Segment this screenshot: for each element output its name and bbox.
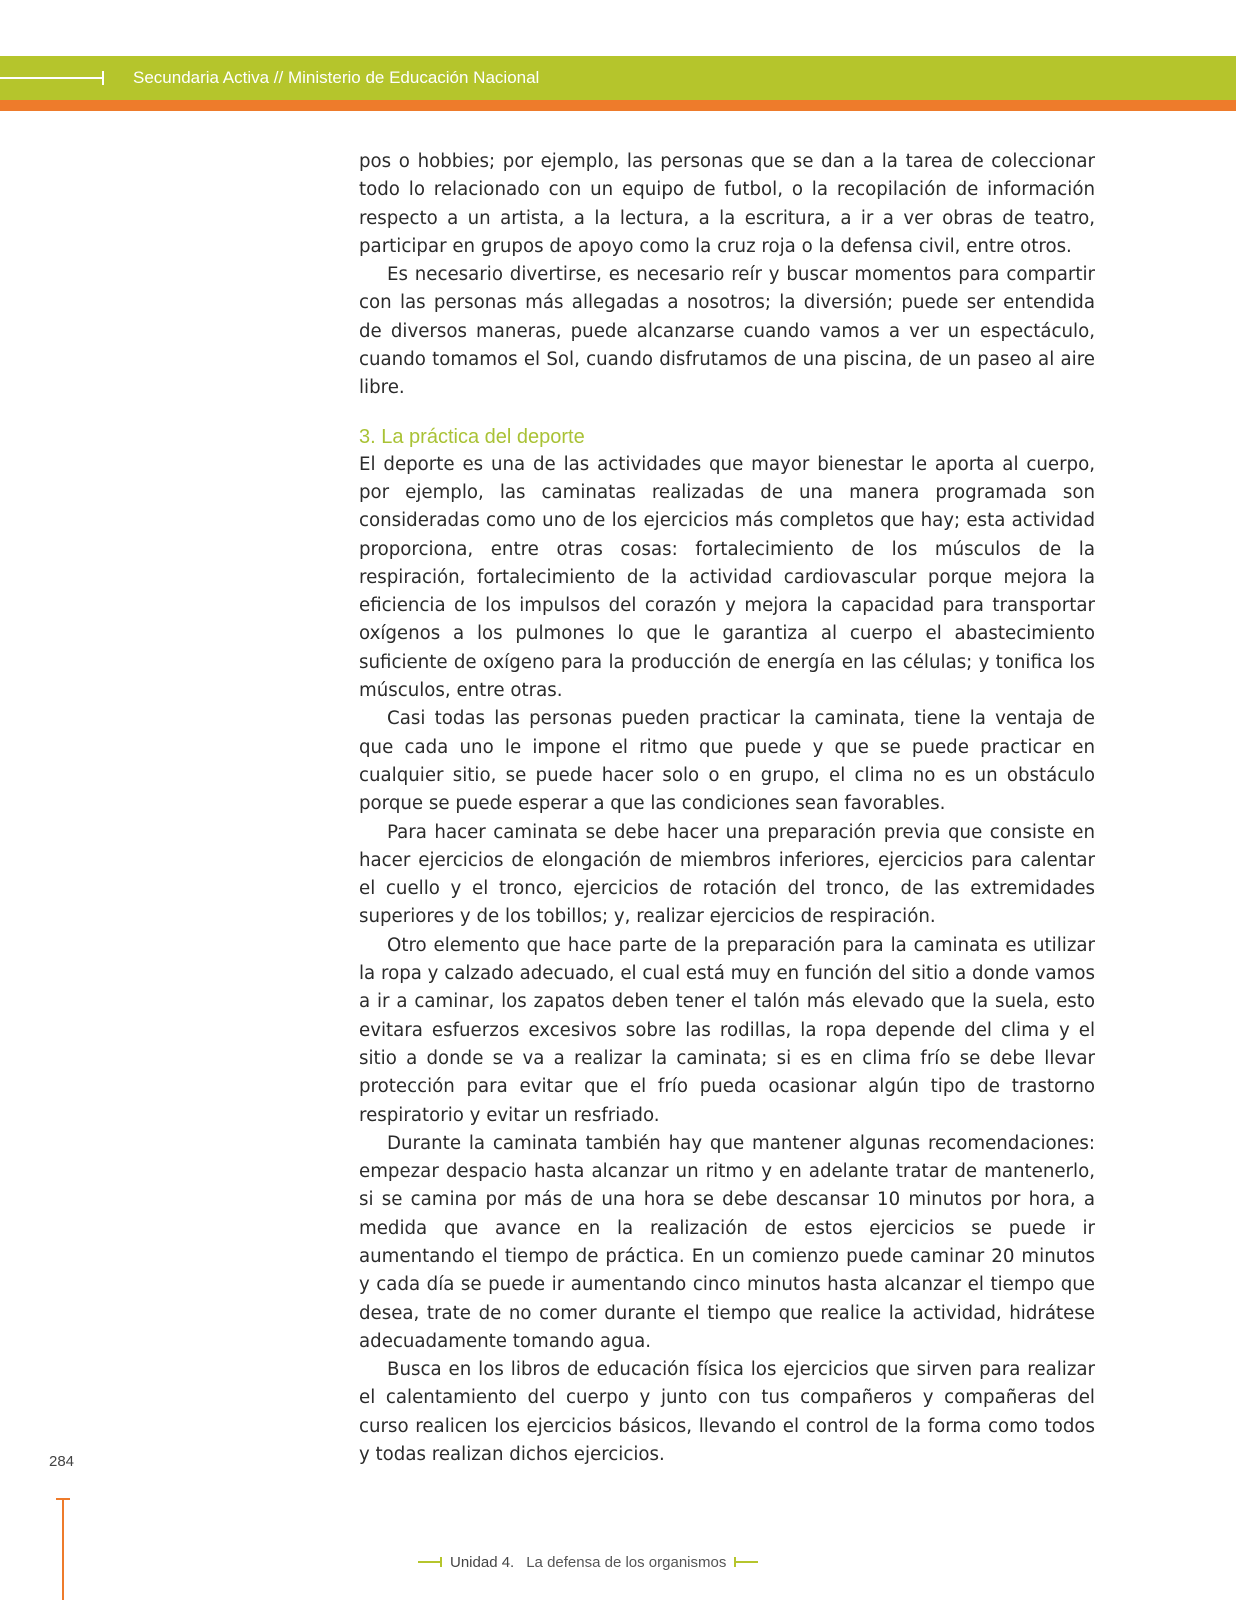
margin-rule <box>62 1498 64 1600</box>
paragraph-5: Para hacer caminata se debe hacer una preparación previa que consiste en hacer ejercicios de elongación de miembros inferiores, ejercicios para calentar el cuello y el tronco, ejercicios de rotación del tronco, de las extremidades superiores y de los tobillos; y, realizar ejercicios de respiración. <box>359 821 1095 928</box>
paragraph-7: Durante la caminata también hay que mantener algunas recomendaciones: empezar despacio hasta alcanzar un ritmo y en adelante tratar de mantenerlo, si se camina por más de una hora se debe descansar 10 minutos por hora, a medida que avance en la realización de estos ejercicios se puede ir aumentando el tiempo de práctica. En un comienzo puede caminar 20 minutos y cada día se puede ir aumentando cinco minutos hasta alcanzar el tiempo que desea, trate de no comer durante el tiempo que realice la actividad, hidrátese adecuadamente tomando agua. <box>359 1132 1095 1352</box>
page-body <box>359 148 1095 1469</box>
paragraph-1: pos o hobbies; por ejemplo, las personas que se dan a la tarea de coleccionar todo lo relacionado con un equipo de futbol, o la recopilación de información respecto a un artista, a la lectura, a la escritura, a ir a ver obras de teatro, participar en grupos de apoyo como la cruz roja o la defensa civil, entre otros. <box>359 151 1095 257</box>
header-rule <box>0 77 104 79</box>
paragraph-2: Es necesario divertirse, es necesario reír y buscar momentos para compartir con las personas más allegadas a nosotros; la diversión; puede ser entendida de diversos maneras, puede alcanzarse cuando vamos a ver un espectáculo, cuando tomamos el Sol, cuando disfrutamos de una piscina, de un paseo al aire libre. <box>359 264 1095 399</box>
footer-left-dash <box>418 1561 442 1563</box>
paragraph-3: El deporte es una de las actividades que mayor bienestar le aporta al cuerpo, por ejemplo, las caminatas realizadas de una manera programada son consideradas como uno de los ejercicios más completos que hay; esta actividad proporciona, entre otras cosas: fortalecimiento de los músculos de la respiración, fortalecimiento de la actividad cardiovascular porque mejora la eficiencia de los impulsos del corazón y mejora la capacidad para transportar oxígenos a los pulmones lo que le garantiza al cuerpo el abastecimiento suficiente de oxígeno para la producción de energía en las células; y tonifica los músculos, entre otras. <box>359 453 1095 702</box>
header-title: Secundaria Activa // Ministerio de Educación Nacional <box>133 68 540 87</box>
footer-topic: La defensa de los organismos <box>526 1553 727 1571</box>
page-number: 284 <box>49 1453 75 1470</box>
paragraph-6: Otro elemento que hace parte de la preparación para la caminata es utilizar la ropa y calzado adecuado, el cual está muy en función del sitio a donde vamos a ir a caminar, los zapatos deben tener el talón más elevado que la suela, esto evitara esfuerzos excesivos sobre las rodillas, la ropa depende del clima y el sitio a donde se va a realizar la caminata; si es en clima frío se debe llevar protección para evitar que el frío pueda ocasionar algún tipo de trastorno respiratorio y evitar un resfriado. <box>359 934 1095 1126</box>
header-rule-cap <box>102 71 104 85</box>
footer-unit: Unidad 4. <box>450 1553 515 1571</box>
footer-right-dash <box>734 1561 758 1563</box>
footer-running-title <box>418 1550 758 1574</box>
paragraph-4: Casi todas las personas pueden practicar la caminata, tiene la ventaja de que cada uno le impone el ritmo que puede y que se puede practicar en cualquier sitio, se puede hacer solo o en grupo, el clima no es un obstáculo porque se puede esperar a que las condiciones sean favorables. <box>359 708 1095 815</box>
paragraph-8: Busca en los libros de educación física los ejercicios que sirven para realizar el calentamiento del cuerpo y junto con tus compañeros y compañeras del curso realicen los ejercicios básicos, llevando el control de la forma como todos y todas realizan dichos ejercicios. <box>359 1359 1095 1466</box>
header-stripe <box>0 100 1236 111</box>
section-heading: 3. La práctica del deporte <box>359 425 585 448</box>
